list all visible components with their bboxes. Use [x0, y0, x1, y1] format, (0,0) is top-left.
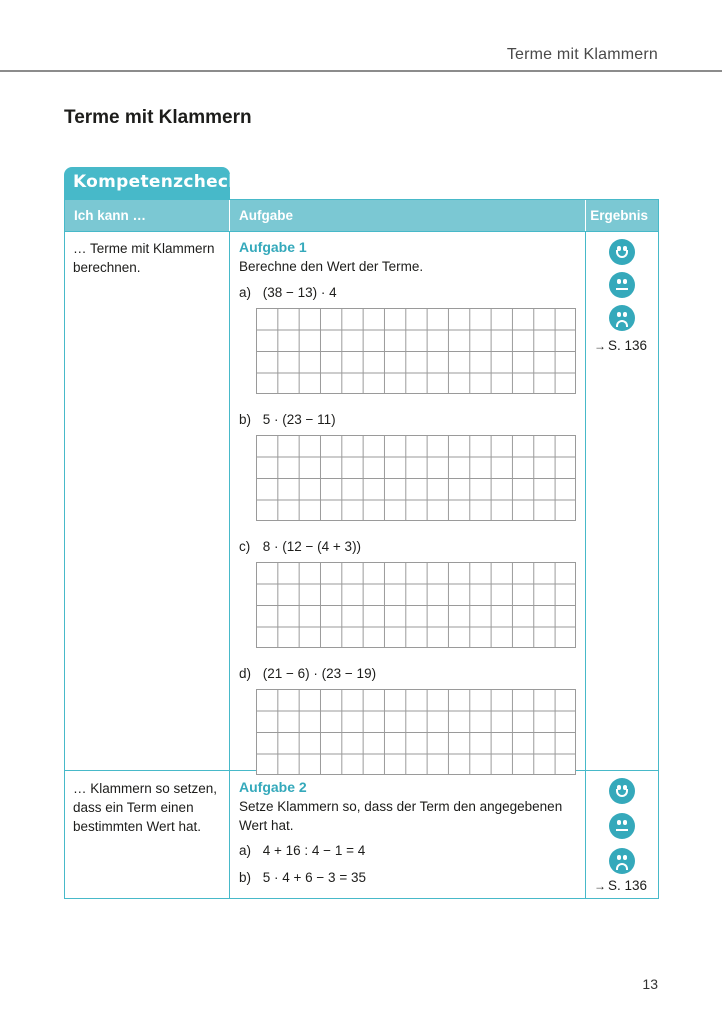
header-ergebnis: Ergebnis [590, 208, 648, 223]
subtask-term: (21 − 6) · (23 − 19) [262, 666, 377, 681]
table-header [65, 200, 658, 231]
smiley-happy-icon[interactable] [609, 239, 635, 265]
subtask-term: 5 · 4 + 6 − 3 = 35 [262, 870, 366, 885]
subtask [239, 537, 585, 557]
header-rule [0, 70, 722, 72]
subtask-term: 5 · (23 − 11) [262, 412, 336, 427]
subtask [239, 868, 585, 888]
subtask-term: 4 + 16 : 4 − 1 = 4 [262, 843, 366, 858]
reference-text: S. 136 [608, 338, 648, 353]
table-row [65, 231, 658, 770]
header-ich-kann: Ich kann … [65, 200, 230, 231]
subtask-label: b) [239, 412, 252, 427]
subtask [239, 664, 585, 684]
subtask-label: d) [239, 666, 252, 681]
competence-table [64, 199, 659, 899]
result-cell [586, 771, 658, 898]
header-aufgabe: Aufgabe [230, 200, 586, 231]
answer-grid[interactable] [256, 308, 576, 394]
task-title: Aufgabe 2 [239, 779, 307, 795]
task-cell [230, 771, 586, 898]
subtask [239, 410, 585, 430]
subtask-term: 8 · (12 − (4 + 3)) [262, 539, 362, 554]
can-do-cell: … Klammern so setzen, dass ein Term einen bestimmten Wert hat. [65, 771, 230, 898]
subtask-term: (38 − 13) · 4 [262, 285, 337, 300]
smiley-sad-icon[interactable] [609, 305, 635, 331]
answer-grid[interactable] [256, 689, 576, 775]
smiley-sad-icon[interactable] [609, 848, 635, 874]
smiley-neutral-icon[interactable] [609, 813, 635, 839]
subtask [239, 841, 585, 861]
answer-grid[interactable] [256, 435, 576, 521]
subtask-label: c) [239, 539, 251, 554]
page-number: 13 [642, 976, 658, 992]
task-instruction: Berechne den Wert der Terme. [239, 259, 424, 274]
subtask-label: b) [239, 870, 252, 885]
subtask-label: a) [239, 285, 252, 300]
task-instruction: Setze Klammern so, dass der Term den angegebenen Wert hat. [239, 799, 563, 833]
arrow-right-icon: → [594, 879, 606, 893]
arrow-right-icon: → [594, 339, 606, 353]
page-reference [594, 878, 647, 893]
answer-grid[interactable] [256, 562, 576, 648]
smiley-happy-icon[interactable] [609, 778, 635, 804]
result-cell [586, 232, 658, 770]
reference-text: S. 136 [608, 878, 648, 893]
table-row [65, 770, 658, 898]
kompetenzcheck-badge: Kompetenzcheck [64, 167, 230, 199]
smiley-neutral-icon[interactable] [609, 272, 635, 298]
task-cell [230, 232, 586, 770]
subtask [239, 283, 585, 303]
page-reference [594, 338, 647, 353]
running-head: Terme mit Klammern [506, 46, 658, 63]
task-title: Aufgabe 1 [239, 239, 307, 255]
can-do-cell: … Terme mit Klammern berechnen. [65, 232, 230, 770]
page-title: Terme mit Klammern [64, 107, 252, 128]
subtask-label: a) [239, 843, 252, 858]
